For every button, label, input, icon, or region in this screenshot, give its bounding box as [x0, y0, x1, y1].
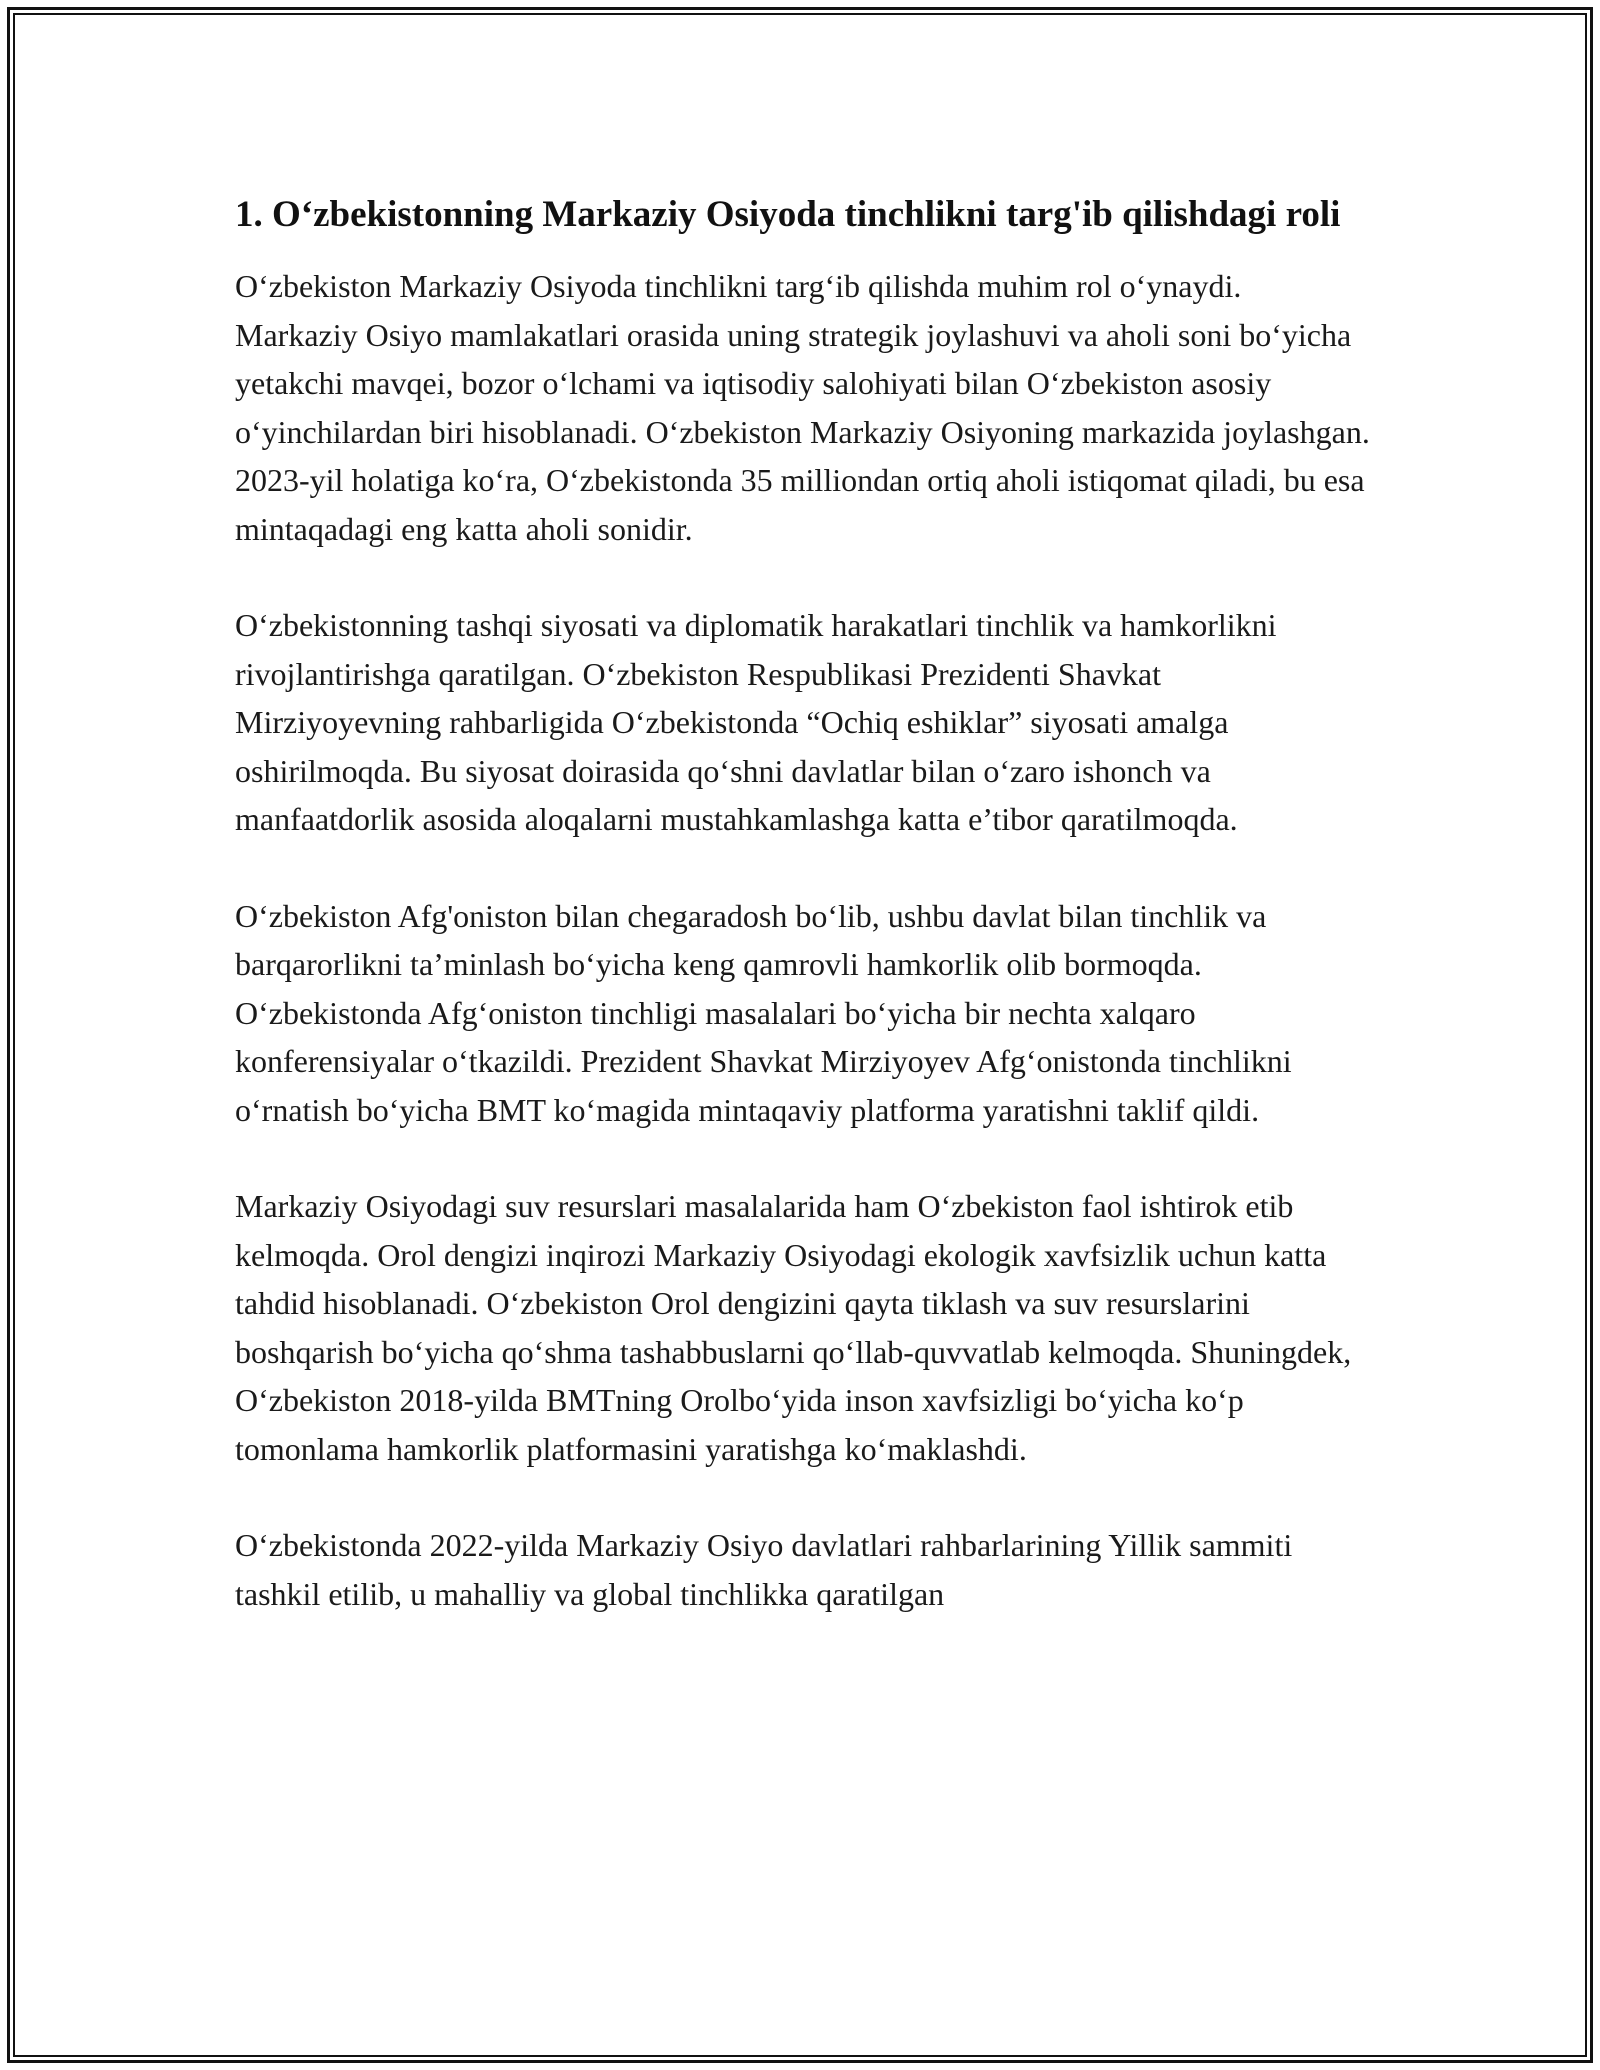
paragraph-4: Markaziy Osiyodagi suv resurslari masalalarida ham O‘zbekiston faol ishtirok etib kelmoqda. Orol dengizi inqirozi Markaziy Osiyodagi ekologik xavfsizlik uchun katta tahdid hisoblanadi. O‘zbekiston Orol dengizini qayta tiklash va suv resurslarini boshqarish bo‘yicha qo‘shma tashabbuslarni qo‘llab-quvvatlab kelmoqda. Shuningdek, O‘zbekiston 2018-yilda BMTning Orolbo‘yida inson xavfsizligi bo‘yicha ko‘p tomonlama hamkorlik platformasini yaratishga ko‘maklashdi.: [235, 1188, 1352, 1467]
section-heading: 1. O‘zbekistonning Markaziy Osiyoda tinchlikni targ'ib qilishdagi roli: [235, 194, 1341, 235]
paragraph-2: O‘zbekistonning tashqi siyosati va diplomatik harakatlari tinchlik va hamkorlikni rivojlantirishga qaratilgan. O‘zbekiston Respublikasi Prezidenti Shavkat Mirziyoyevning rahbarligida O‘zbekistonda “Ochiq eshiklar” siyosati amalga oshirilmoqda. Bu siyosat doirasida qo‘shni davlatlar bilan o‘zaro ishonch va manfaatdorlik asosida aloqalarni mustahkamlashga katta e’tibor qaratilmoqda.: [235, 607, 1277, 837]
document-body: [235, 188, 1370, 1618]
paragraph-1: O‘zbekiston Markaziy Osiyoda tinchlikni targ‘ib qilishda muhim rol o‘ynaydi. Markaziy Osiyo mamlakatlari orasida uning strategik joylashuvi va aholi soni bo‘yicha yetakchi mavqei, bozor o‘lchami va iqtisodiy salohiyati bilan O‘zbekiston asosiy o‘yinchilardan biri hisoblanadi. O‘zbekiston Markaziy Osiyoning markazida joylashgan. 2023-yil holatiga ko‘ra, O‘zbekistonda 35 milliondan ortiq aholi istiqomat qiladi, bu esa mintaqadagi eng katta aholi sonidir.: [235, 268, 1370, 547]
paragraph-3: O‘zbekiston Afg'oniston bilan chegaradosh bo‘lib, ushbu davlat bilan tinchlik va barqarorlikni ta’minlash bo‘yicha keng qamrovli hamkorlik olib bormoqda. O‘zbekistonda Afg‘oniston tinchligi masalalari bo‘yicha bir nechta xalqaro konferensiyalar o‘tkazildi. Prezident Shavkat Mirziyoyev Afg‘onistonda tinchlikni o‘rnatish bo‘yicha BMT ko‘magida mintaqaviy platforma yaratishni taklif qildi.: [235, 897, 1292, 1128]
paragraph-5: O‘zbekistonda 2022-yilda Markaziy Osiyo davlatlari rahbarlarining Yillik sammiti tashkil etilib, u mahalliy va global tinchlikka qaratilgan: [235, 1527, 1293, 1612]
